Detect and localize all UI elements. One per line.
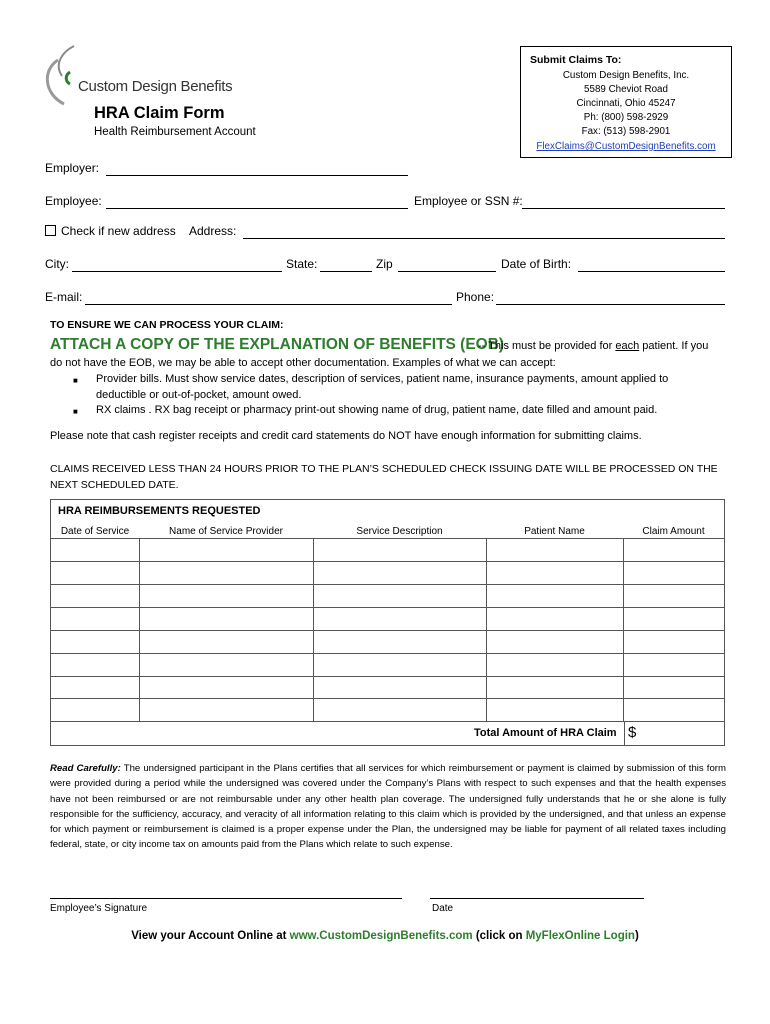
column-header: Service Description	[356, 526, 443, 537]
signature-label: Employee’s Signature	[50, 903, 148, 914]
total-label: Total Amount of HRA Claim	[474, 727, 617, 739]
eob-alternatives-text: do not have the EOB, we may be able to accept other documentation. Examples of what we can accept:	[50, 357, 556, 369]
myflexonline-login-link[interactable]: MyFlexOnline Login	[525, 930, 635, 942]
new-address-checkbox[interactable]	[45, 225, 56, 236]
column-divider	[139, 538, 140, 721]
submit-claims-title: Submit Claims To:	[530, 54, 622, 66]
ssn-field[interactable]	[522, 208, 725, 209]
employer-field[interactable]	[106, 175, 408, 176]
column-divider	[486, 538, 487, 721]
employee-label: Employee:	[45, 194, 102, 208]
ssn-label: Employee or SSN #:	[414, 194, 523, 208]
bullet-icon: ■	[73, 407, 78, 416]
dob-label: Date of Birth:	[501, 257, 572, 271]
claims-deadline-notice: CLAIMS RECEIVED LESS THAN 24 HOURS PRIOR TO THE PLAN’S SCHEDULED CHECK ISSUING DATE WILL BE PROCESSED ON THE NEXT SCHEDULED DATE.	[50, 463, 718, 491]
column-divider	[313, 538, 314, 721]
online-account-notice: View your Account Online at www.CustomDesignBenefits.com (click on MyFlexOnline Login)	[131, 930, 639, 942]
employer-label: Employer:	[45, 161, 100, 175]
employee-field[interactable]	[106, 208, 408, 209]
provider-bills-item: Provider bills. Must show service dates, description of services, patient name, insurance payments, amount applied to deductible or out-of-pocket, amount owed.	[96, 373, 669, 401]
total-amount-field[interactable]: $	[628, 724, 637, 741]
attach-eob-note: -- This must be provided for each patient. If you	[478, 340, 709, 352]
page-title: HRA Claim Form	[94, 104, 225, 122]
zip-field[interactable]	[398, 271, 496, 272]
new-address-label: Check if new address	[61, 224, 176, 238]
attach-eob-heading: ATTACH A COPY OF THE EXPLANATION OF BENEFITS (EOB)	[50, 336, 505, 353]
rx-claims-item: RX claims . RX bag receipt or pharmacy print-out showing name of drug, patient name, date filled and amount paid.	[96, 404, 658, 416]
address-line: Cincinnati, Ohio 45247	[576, 98, 676, 109]
address-line: Custom Design Benefits, Inc.	[562, 70, 690, 81]
phone-line: Ph: (800) 598-2929	[583, 112, 669, 123]
date-field[interactable]	[430, 898, 644, 899]
certification-text: Read Carefully: The undersigned participant in the Plans certifies that all services for which reimbursement or payment is claimed by submission of this form were provided during a period while the undersigned was covered under the Company’s Plans with respect to such expenses and that the health expenses have not been reimbursed or are not reimbursable under any other health plan coverage. The undersigned fully understands that he or she alone is fully responsible for the sufficiency, accuracy, and veracity of all information relating to this claim which is provided by the undersigned, and that unless an expense for which payment or reimbursement is claimed is a proper expense under the Plan, the undersigned may be liable for payment of all related taxes including federal, state, or city income tax on amounts paid from the Plans which relate to such expense.	[50, 763, 726, 851]
column-header: Name of Service Provider	[169, 526, 283, 537]
instructions-heading: TO ENSURE WE CAN PROCESS YOUR CLAIM:	[50, 319, 284, 331]
email-label: E-mail:	[45, 290, 83, 304]
company-name: Custom Design Benefits	[78, 78, 233, 95]
receipts-note: Please note that cash register receipts and credit card statements do NOT have enough information for submitting claims.	[50, 430, 642, 442]
column-divider	[623, 538, 624, 721]
state-field[interactable]	[320, 271, 372, 272]
address-line: 5589 Cheviot Road	[584, 84, 668, 95]
date-label: Date	[432, 903, 454, 914]
signature-field[interactable]	[50, 898, 402, 899]
column-header: Claim Amount	[642, 526, 705, 537]
email-field[interactable]	[85, 304, 452, 305]
claims-email-link[interactable]: FlexClaims@CustomDesignBenefits.com	[536, 141, 716, 152]
fax-line: Fax: (513) 598-2901	[581, 126, 671, 137]
phone-label: Phone:	[456, 290, 495, 304]
address-field[interactable]	[243, 238, 725, 239]
column-header: Date of Service	[60, 526, 130, 537]
page-subtitle: Health Reimbursement Account	[94, 126, 256, 138]
phone-field[interactable]	[496, 304, 725, 305]
dob-field[interactable]	[578, 271, 725, 272]
company-logo-icon	[40, 42, 240, 112]
table-title: HRA REIMBURSEMENTS REQUESTED	[58, 505, 261, 517]
total-divider	[624, 722, 625, 746]
zip-label: Zip	[376, 257, 393, 271]
column-header: Patient Name	[524, 526, 585, 537]
city-label: City:	[45, 257, 69, 271]
website-link[interactable]: www.CustomDesignBenefits.com	[289, 930, 473, 942]
bullet-icon: ■	[73, 376, 78, 385]
address-label: Address:	[189, 224, 237, 238]
state-label: State:	[286, 257, 318, 271]
city-field[interactable]	[72, 271, 282, 272]
